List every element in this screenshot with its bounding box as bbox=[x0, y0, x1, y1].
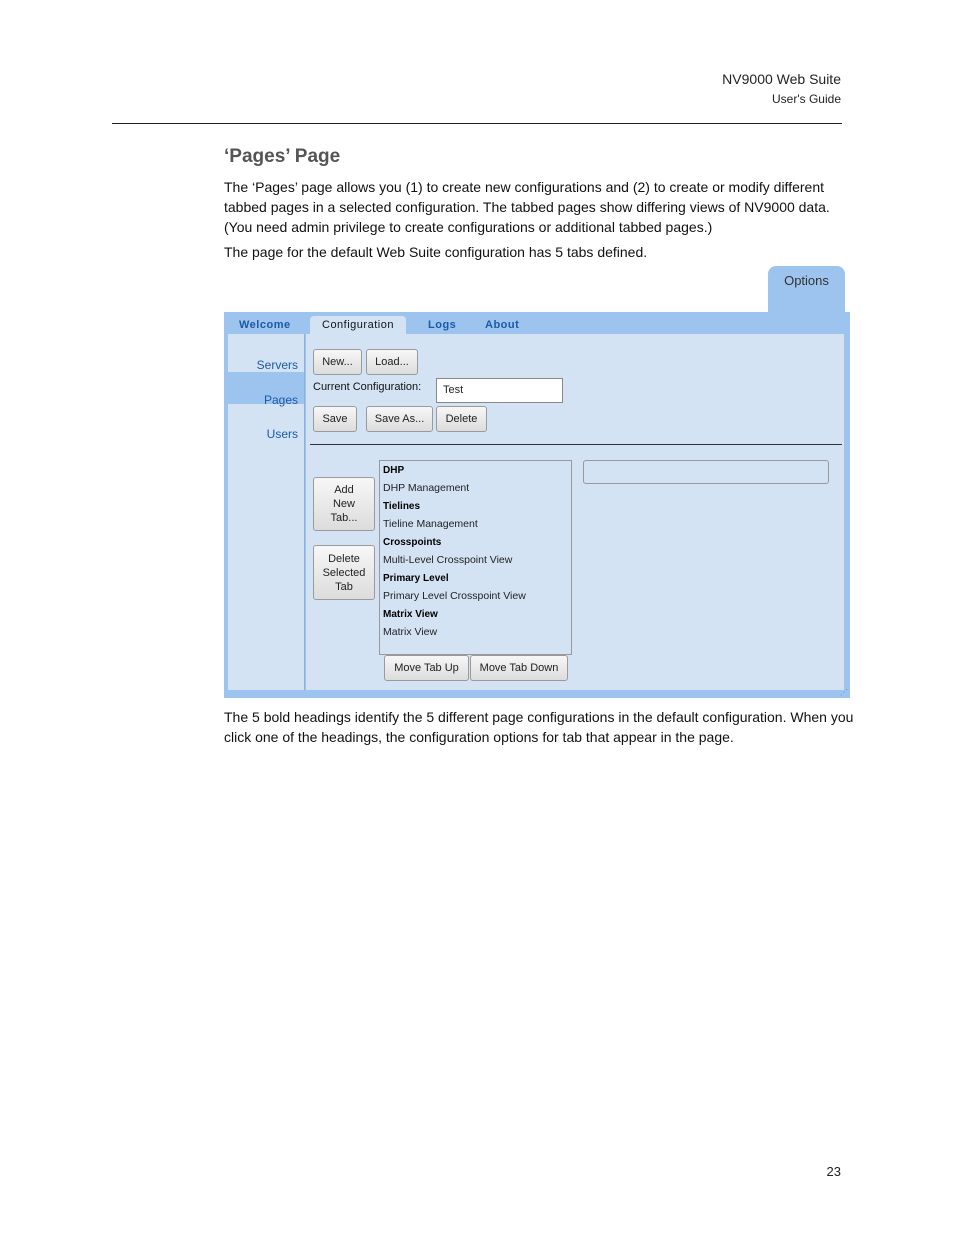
current-config-label: Current Configuration: bbox=[313, 381, 422, 393]
tabs-paragraph: The page for the default Web Suite configuration has 5 tabs defined. bbox=[224, 244, 648, 260]
header-rule bbox=[112, 123, 842, 124]
tab-configuration[interactable]: Configuration bbox=[310, 316, 406, 334]
list-item[interactable]: Matrix View bbox=[383, 609, 438, 620]
section-title: ‘Pages’ Page bbox=[224, 146, 341, 167]
load-button[interactable]: Load... bbox=[366, 349, 418, 375]
intro-paragraph: The ‘Pages’ page allows you (1) to create new configurations and (2) to create or modify different tabbed pages in a selected configuration. The tabbed pages show differing views of NV9000 data. (You need admin privilege to create configurations or additional tabbed pages.) bbox=[224, 179, 830, 235]
save-as-button[interactable]: Save As... bbox=[366, 406, 433, 432]
list-item[interactable]: Primary Level Crosspoint View bbox=[383, 590, 526, 602]
list-item[interactable]: Multi-Level Crosspoint View bbox=[383, 554, 513, 566]
headings-paragraph: The 5 bold headings identify the 5 different page configurations in the default configuration. When you click one of the headings, the configuration options for tab that appear in the page. bbox=[224, 709, 854, 745]
current-config-input[interactable]: Test bbox=[436, 378, 563, 403]
list-item[interactable]: DHP bbox=[383, 465, 405, 476]
sidebar-item-servers[interactable]: Servers bbox=[256, 358, 298, 372]
list-item[interactable]: Primary Level bbox=[383, 573, 449, 584]
resize-grip-icon[interactable]: ⋰ bbox=[840, 688, 848, 697]
divider bbox=[310, 444, 842, 445]
add-new-tab-button[interactable]: Add New Tab... bbox=[313, 477, 375, 531]
options-tab[interactable]: Options bbox=[768, 266, 845, 312]
delete-selected-tab-button[interactable]: Delete Selected Tab bbox=[313, 545, 375, 600]
save-button[interactable]: Save bbox=[313, 406, 357, 432]
tab-welcome[interactable]: Welcome bbox=[239, 319, 291, 331]
list-item[interactable]: DHP Management bbox=[383, 482, 470, 494]
main-panel bbox=[306, 334, 844, 690]
page-number: 23 bbox=[826, 1164, 841, 1179]
tab-logs[interactable]: Logs bbox=[428, 319, 457, 331]
tab-detail-field[interactable] bbox=[583, 460, 829, 484]
header-title: NV9000 Web Suite bbox=[722, 71, 841, 87]
delete-button[interactable]: Delete bbox=[436, 406, 487, 432]
list-item[interactable]: Tieline Management bbox=[383, 518, 478, 530]
list-item[interactable]: Tielines bbox=[383, 501, 421, 512]
tab-list[interactable] bbox=[379, 460, 572, 655]
move-tab-up-button[interactable]: Move Tab Up bbox=[384, 655, 469, 681]
header-subtitle: User's Guide bbox=[772, 92, 841, 106]
sidebar-item-users[interactable]: Users bbox=[266, 427, 298, 441]
app-frame bbox=[224, 312, 850, 698]
new-button[interactable]: New... bbox=[313, 349, 362, 375]
list-item[interactable]: Crosspoints bbox=[383, 537, 442, 548]
move-tab-down-button[interactable]: Move Tab Down bbox=[470, 655, 568, 681]
sidebar bbox=[228, 334, 305, 690]
tab-bar bbox=[224, 312, 850, 334]
tab-about[interactable]: About bbox=[485, 319, 520, 331]
pages-screenshot bbox=[224, 266, 850, 698]
list-item[interactable]: Matrix View bbox=[383, 626, 438, 638]
sidebar-item-pages[interactable]: Pages bbox=[263, 393, 298, 407]
